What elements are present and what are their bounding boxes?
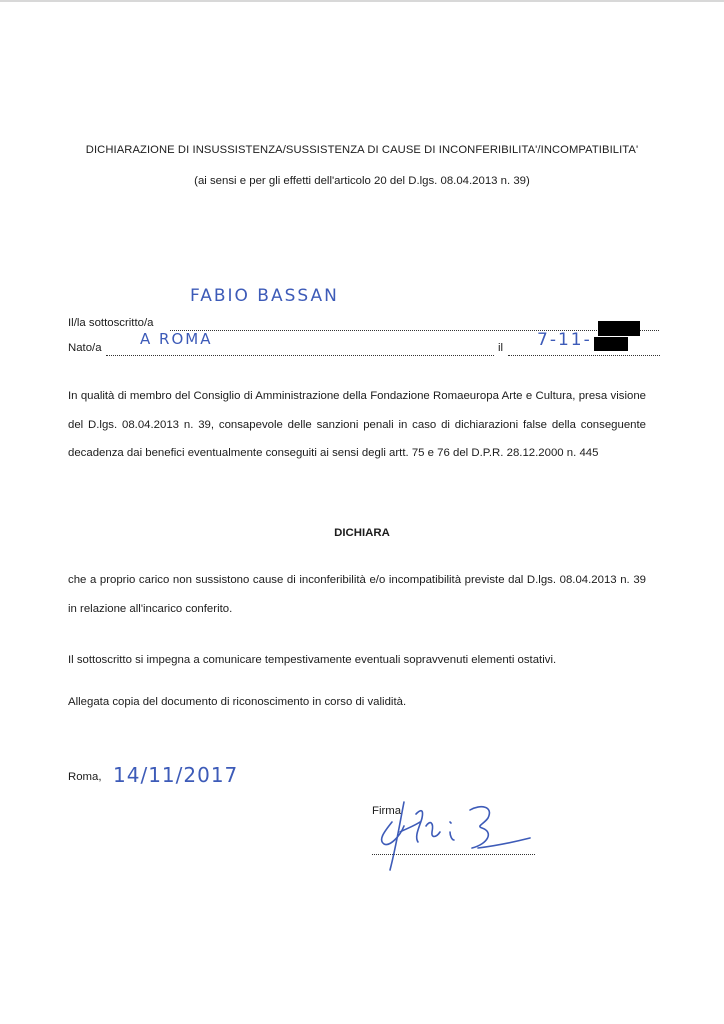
redaction-block-top	[598, 321, 640, 336]
document-title: DICHIARAZIONE DI INSUSSISTENZA/SUSSISTENZA DI CAUSE DI INCONFERIBILITA'/INCOMPATIBILITA'	[85, 144, 639, 156]
birth-date-label: il	[498, 342, 504, 354]
birth-date-dotted-line	[508, 355, 660, 356]
birth-label: Nato/a	[68, 342, 102, 354]
redaction-block-bottom	[594, 337, 628, 351]
name-handwritten: FABIO BASSAN	[190, 286, 339, 306]
birth-date-handwritten: 7-11-	[537, 330, 592, 350]
scan-top-edge	[0, 0, 724, 2]
date-handwritten: 14/11/2017	[113, 763, 239, 787]
declaration-heading: DICHIARA	[334, 527, 390, 539]
place-label: Roma,	[68, 771, 102, 783]
attachment-paragraph: Allegata copia del documento di riconoscimento in corso di validità.	[68, 696, 407, 708]
intro-paragraph: In qualità di membro del Consiglio di Amministrazione della Fondazione Romaeuropa Arte e Cultura, presa visione del D.lgs. 08.04.2013 n. 39, consapevole delle sanzioni penali in caso di dichiarazioni false della conseguente decadenza dai benefici eventualmente conseguiti ai sensi degli artt. 75 e 76 del D.P.R. 28.12.2000 n. 445	[68, 390, 646, 459]
commitment-paragraph: Il sottoscritto si impegna a comunicare tempestivamente eventuali sopravvenuti elementi ostativi.	[68, 654, 557, 666]
signature-label: Firma	[372, 805, 402, 817]
name-label: Il/la sottoscritto/a	[68, 317, 154, 329]
birth-place-handwritten: A ROMA	[140, 330, 213, 348]
birth-place-dotted-line	[106, 355, 494, 356]
document-subtitle: (ai sensi e per gli effetti dell'articolo 20 del D.lgs. 08.04.2013 n. 39)	[194, 175, 530, 187]
handwritten-signature	[370, 792, 540, 874]
declaration-paragraph: che a proprio carico non sussistono cause di inconferibilità e/o incompatibilità previste dal D.lgs. 08.04.2013 n. 39 in relazione all'incarico conferito.	[68, 574, 646, 615]
